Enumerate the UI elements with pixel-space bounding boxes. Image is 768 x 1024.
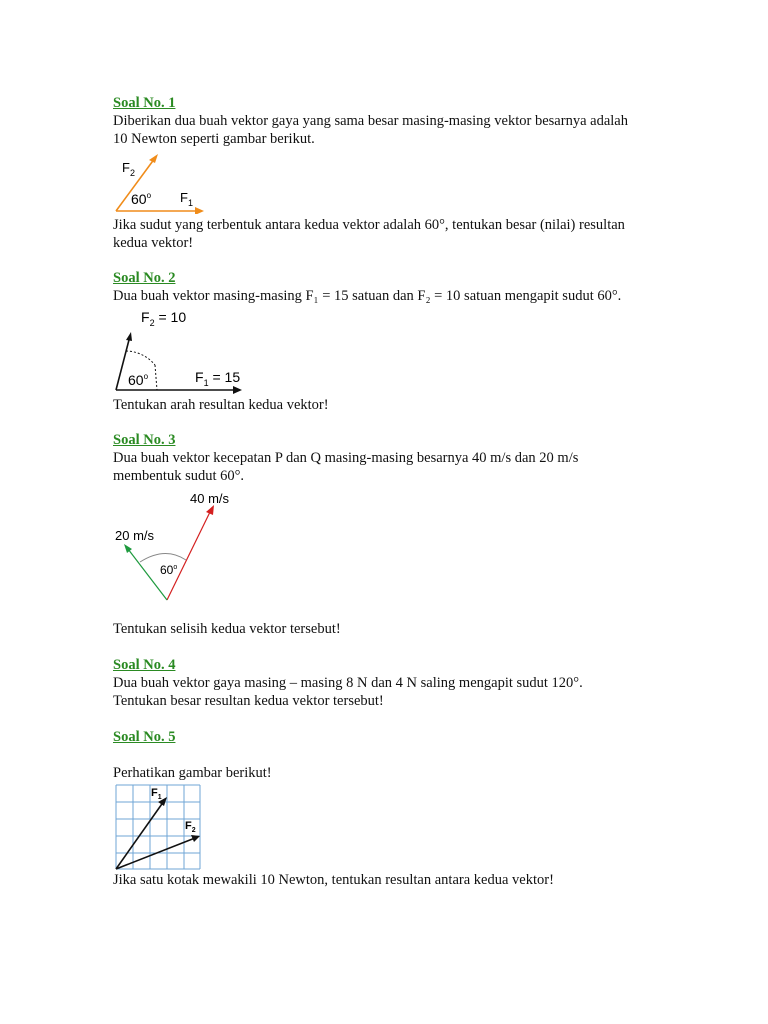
q5-text-line1: Perhatikan gambar berikut! [113,765,272,781]
q3-text-line1: Dua buah vektor kecepatan P dan Q masing-masing besarnya 40 m/s dan 20 m/s [113,450,579,466]
q3-heading: Soal No. 3 [113,432,176,448]
q1-text-line1: Diberikan dua buah vektor gaya yang sama besar masing-masing vektor besarnya adalah [113,113,628,129]
q5-grid-diagram [113,782,203,872]
q1-heading: Soal No. 1 [113,95,176,111]
q1-f2-arrowhead [149,154,158,163]
q3-angle-arc [140,553,186,562]
q2-after-line1: Tentukan arah resultan kedua vektor! [113,397,329,413]
q1-after-line1: Jika sudut yang terbentuk antara kedua vektor adalah 60°, tentukan besar (nilai) resultan [113,217,625,233]
q3-p-arrowhead [206,505,214,515]
q3-after-line1: Tentukan selisih kedua vektor tersebut! [113,621,341,637]
q2-f2-arrowhead [126,332,132,341]
q2-heading: Soal No. 2 [113,270,176,286]
q4-text-line2: Tentukan besar resultan kedua vektor tersebut! [113,693,384,709]
q1-f2-label: $F_2$ [122,160,135,178]
q5-f1-label: $F_1$ [151,787,162,801]
q3-angle-label: 60$^o$ [160,563,178,577]
q5-f2-label: $F_2$ [185,820,196,834]
q1-f1-arrowhead [195,207,204,214]
q2-angle-drop [155,365,157,390]
q3-text-line2: membentuk sudut 60°. [113,468,245,484]
q3-q-arrowhead [124,544,132,553]
q1-after-line2: kedua vektor! [113,235,194,251]
q5-heading: Soal No. 5 [113,729,176,745]
q2-f1-arrowhead [233,386,242,394]
q2-angle-label: 60$^o$ [128,372,149,388]
q5-after-line1: Jika satu kotak mewakili 10 Newton, tentukan resultan antara kedua vektor! [113,872,554,888]
q1-f1-label: $F_1$ [180,190,193,208]
q2-vector-diagram [110,305,250,395]
q3-p-vector [167,512,210,600]
q2-f1-label: $F_1 = 15$ [195,369,241,388]
q1-text-line2: 10 Newton seperti gambar berikut. [113,131,315,147]
q3-q-label: 20 m/s [115,528,155,543]
q2-text-line1: Dua buah vektor masing-masing F₁ = 15 satuan dan F₂ = 10 satuan mengapit sudut 60°. [113,288,622,304]
q3-p-label: 40 m/s [190,491,230,506]
q2-angle-arc [126,351,155,365]
q2-f2-label: $F_2 = 10$ [141,309,187,328]
q4-text-line1: Dua buah vektor gaya masing – masing 8 N dan 4 N saling mengapit sudut 120°. [113,675,583,691]
q1-vector-diagram [110,150,210,214]
q4-heading: Soal No. 4 [113,657,176,673]
q1-angle-label: 60$^o$ [131,191,152,207]
q3-vector-diagram [110,488,240,606]
